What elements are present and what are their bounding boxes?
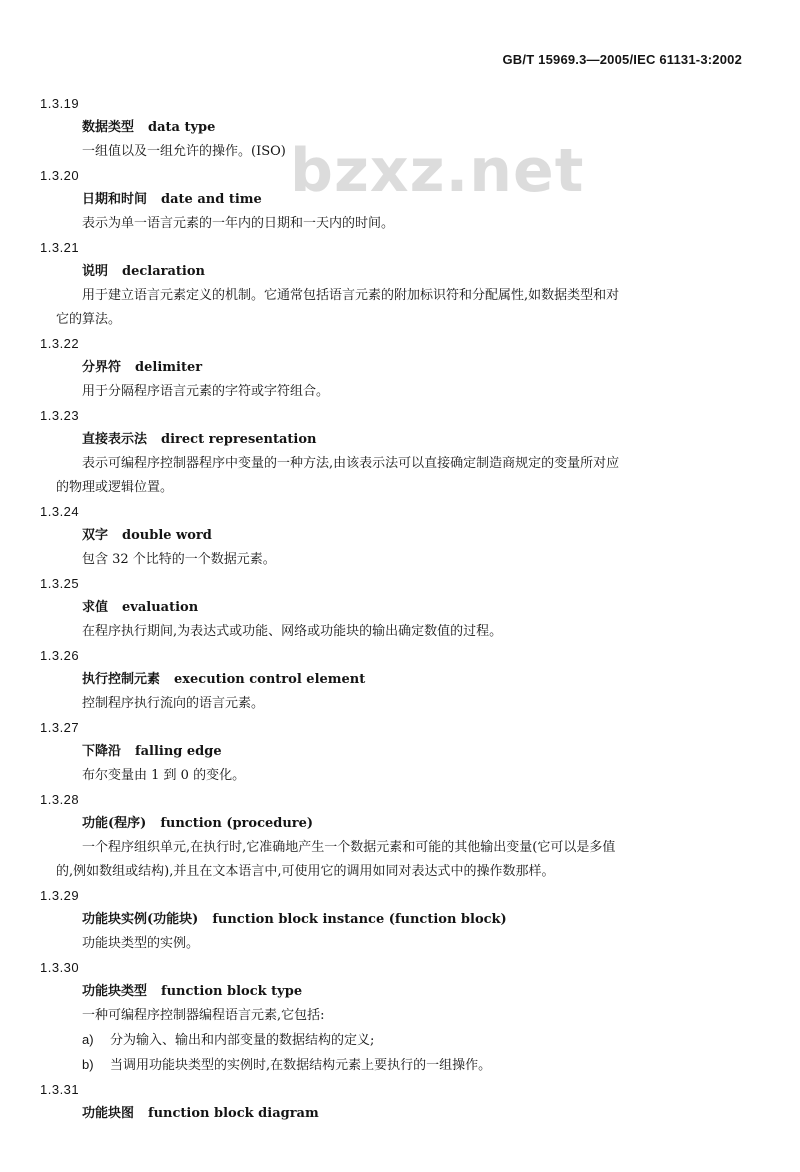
entry-1-3-27 xyxy=(0,716,800,788)
term-definition: 表示为单一语言元素的一年内的日期和一天内的时间。 xyxy=(82,216,395,231)
term-heading xyxy=(0,739,800,764)
term-en: delimiter xyxy=(135,360,203,375)
term-heading xyxy=(0,595,800,620)
term-heading xyxy=(0,979,800,1004)
term-heading xyxy=(0,259,800,284)
list-item xyxy=(0,1028,800,1053)
term-zh: 日期和时间 xyxy=(82,192,148,207)
term-en: function block diagram xyxy=(148,1106,319,1121)
entry-1-3-31 xyxy=(0,1078,800,1126)
entry-1-3-29 xyxy=(0,884,800,956)
term-heading xyxy=(0,907,800,932)
term-heading xyxy=(0,427,800,452)
entry-1-3-22 xyxy=(0,332,800,404)
term-definition: 用于分隔程序语言元素的字符或字符组合。 xyxy=(82,384,330,399)
watermark: bzxz.net xyxy=(290,136,585,206)
term-zh: 说明 xyxy=(82,264,109,279)
term-zh: 下降沿 xyxy=(82,744,122,759)
term-zh: 执行控制元素 xyxy=(82,672,161,687)
term-definition xyxy=(0,284,800,332)
entry-1-3-26 xyxy=(0,644,800,716)
term-zh: 直接表示法 xyxy=(82,432,148,447)
list-marker: a) xyxy=(82,1032,94,1047)
term-en: execution control element xyxy=(174,672,366,687)
term-heading xyxy=(0,187,800,212)
term-definition: 功能块类型的实例。 xyxy=(82,936,200,951)
definition-line-1: 一个程序组织单元,在执行时,它准确地产生一个数据元素和可能的其他输出变量(它可以是多值 xyxy=(82,840,616,855)
list-item xyxy=(0,1053,800,1078)
term-definition xyxy=(0,452,800,500)
clause-number: 1.3.30 xyxy=(40,960,80,975)
entry-1-3-28 xyxy=(0,788,800,884)
clause-number: 1.3.21 xyxy=(40,240,80,255)
clause-number: 1.3.26 xyxy=(40,648,80,663)
term-en: double word xyxy=(122,528,212,543)
term-definition: 布尔变量由 1 到 0 的变化。 xyxy=(82,768,246,783)
term-zh: 功能块类型 xyxy=(82,984,148,999)
term-zh: 功能(程序) xyxy=(82,816,147,831)
term-heading xyxy=(0,355,800,380)
term-zh: 求值 xyxy=(82,600,109,615)
term-definition: 一组值以及一组允许的操作。(ISO) xyxy=(82,144,286,159)
document-body xyxy=(0,92,800,1126)
clause-number: 1.3.28 xyxy=(40,792,80,807)
term-en: function block type xyxy=(161,984,303,999)
clause-number: 1.3.29 xyxy=(40,888,80,903)
term-definition: 控制程序执行流向的语言元素。 xyxy=(82,696,265,711)
term-definition: 包含 32 个比特的一个数据元素。 xyxy=(82,552,276,567)
clause-number: 1.3.25 xyxy=(40,576,80,591)
clause-number: 1.3.23 xyxy=(40,408,80,423)
term-heading xyxy=(0,523,800,548)
list-marker: b) xyxy=(82,1057,94,1072)
term-en: date and time xyxy=(161,192,262,207)
term-definition xyxy=(0,836,800,884)
standard-code-header: GB/T 15969.3—2005/IEC 61131-3:2002 xyxy=(502,52,742,67)
term-zh: 双字 xyxy=(82,528,109,543)
term-en: evaluation xyxy=(122,600,199,615)
term-heading xyxy=(0,1101,800,1126)
definition-line-2: 的,例如数组或结构),并且在文本语言中,可使用它的调用如同对表达式中的操作数那样。 xyxy=(56,864,555,879)
term-heading xyxy=(0,811,800,836)
clause-number: 1.3.19 xyxy=(40,96,80,111)
term-en: data type xyxy=(148,120,216,135)
clause-number: 1.3.31 xyxy=(40,1082,80,1097)
term-en: declaration xyxy=(122,264,205,279)
list-text: 当调用功能块类型的实例时,在数据结构元素上要执行的一组操作。 xyxy=(110,1058,492,1073)
term-zh: 数据类型 xyxy=(82,120,135,135)
list-text: 分为输入、输出和内部变量的数据结构的定义; xyxy=(110,1033,375,1048)
entry-1-3-20 xyxy=(0,164,800,236)
entry-1-3-24 xyxy=(0,500,800,572)
entry-1-3-25 xyxy=(0,572,800,644)
entry-1-3-19 xyxy=(0,92,800,164)
term-zh: 功能块实例(功能块) xyxy=(82,912,199,927)
term-heading xyxy=(0,115,800,140)
entry-1-3-21 xyxy=(0,236,800,332)
term-en: function (procedure) xyxy=(160,816,314,831)
clause-number: 1.3.27 xyxy=(40,720,80,735)
term-definition: 一种可编程序控制器编程语言元素,它包括: xyxy=(82,1008,325,1023)
term-en: falling edge xyxy=(135,744,222,759)
term-en: direct representation xyxy=(161,432,317,447)
definition-line-1: 用于建立语言元素定义的机制。它通常包括语言元素的附加标识符和分配属性,如数据类型和对 xyxy=(82,288,620,303)
definition-line-2: 的物理或逻辑位置。 xyxy=(56,480,174,495)
term-heading xyxy=(0,667,800,692)
clause-number: 1.3.20 xyxy=(40,168,80,183)
clause-number: 1.3.22 xyxy=(40,336,80,351)
term-definition: 在程序执行期间,为表达式或功能、网络或功能块的输出确定数值的过程。 xyxy=(82,624,503,639)
term-zh: 分界符 xyxy=(82,360,122,375)
entry-1-3-30 xyxy=(0,956,800,1078)
clause-number: 1.3.24 xyxy=(40,504,80,519)
term-en: function block instance (function block) xyxy=(212,912,507,927)
entry-1-3-23 xyxy=(0,404,800,500)
term-zh: 功能块图 xyxy=(82,1106,135,1121)
definition-line-1: 表示可编程序控制器程序中变量的一种方法,由该表示法可以直接确定制造商规定的变量所对应 xyxy=(82,456,620,471)
definition-line-2: 它的算法。 xyxy=(56,312,122,327)
